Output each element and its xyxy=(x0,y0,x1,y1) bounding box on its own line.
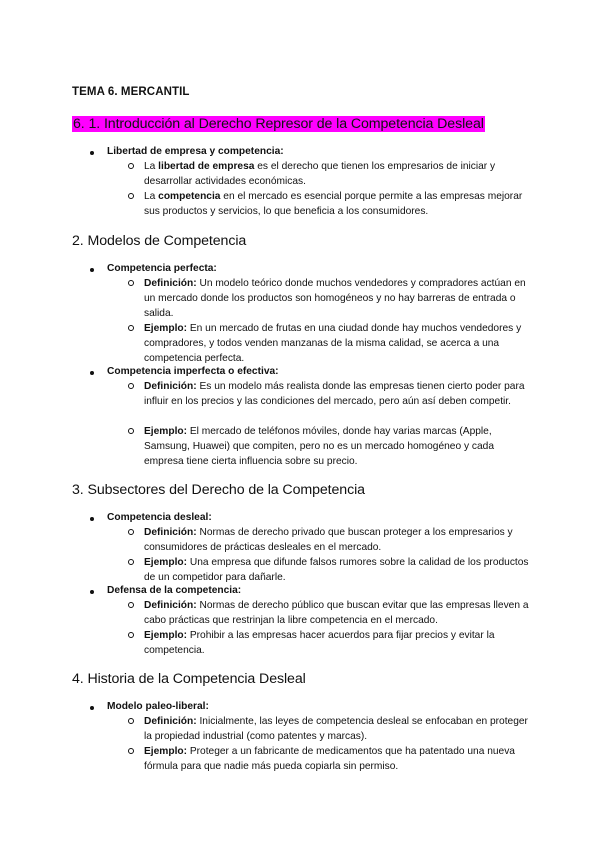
document-title: TEMA 6. MERCANTIL xyxy=(72,86,190,98)
list-item-libertad: Libertad de empresa y competencia: xyxy=(107,146,284,157)
sub-list-item: Ejemplo: Proteger a un fabricante de medicamentos que ha patentado una nueva fórmula para que nadie más pueda copiarla sin permiso. xyxy=(144,744,536,774)
sub-list-item: Definición: Un modelo teórico donde muchos vendedores y compradores actúan en un mercado donde los productos son homogéneos y no hay barreras de entrada o salida. xyxy=(144,276,536,321)
section-heading-modelos: 2. Modelos de Competencia xyxy=(72,233,247,249)
sub-list-item: Definición: Es un modelo más realista donde las empresas tienen cierto poder para influir en los precios y las condiciones del mercado, pero aún así deben competir. xyxy=(144,379,536,409)
sub-list-item: La libertad de empresa es el derecho que tienen los empresarios de iniciar y desarrollar actividades económicas. xyxy=(144,159,536,189)
sub-list-item: Ejemplo: Una empresa que difunde falsos rumores sobre la calidad de los productos de un competidor para dañarle. xyxy=(144,555,536,585)
section-heading-subsectores: 3. Subsectores del Derecho de la Competencia xyxy=(72,482,365,498)
sub-list-item: Ejemplo: El mercado de teléfonos móviles, donde hay varias marcas (Apple, Samsung, Huawei) que compiten, pero no es un mercado homogéneo y cada empresa tiene cierta influencia sobre su precio. xyxy=(144,424,536,469)
section-heading-intro: 6. 1. Introducción al Derecho Represor de la Competencia Desleal xyxy=(73,116,484,132)
sub-list-item: Definición: Inicialmente, las leyes de competencia desleal se enfocaban en proteger la propiedad industrial (como patentes y marcas). xyxy=(144,714,536,744)
list-item-competencia-desleal: Competencia desleal: xyxy=(107,512,212,523)
list-item-competencia-perfecta: Competencia perfecta: xyxy=(107,263,217,274)
sub-list-item: Definición: Normas de derecho público que buscan evitar que las empresas lleven a cabo prácticas que restrinjan la libre competencia en el mercado. xyxy=(144,598,536,628)
sub-list-item: Definición: Normas de derecho privado que buscan proteger a los empresarios y consumidores de prácticas desleales en el mercado. xyxy=(144,525,536,555)
sub-list-item: La competencia en el mercado es esencial porque permite a las empresas mejorar sus productos y servicios, lo que beneficia a los consumidores. xyxy=(144,189,536,219)
sub-list-item: Ejemplo: Prohibir a las empresas hacer acuerdos para fijar precios y evitar la competencia. xyxy=(144,628,536,658)
sub-list-item: Ejemplo: En un mercado de frutas en una ciudad donde hay muchos vendedores y compradores, y todos venden manzanas de la misma calidad, se acerca a una competencia perfecta. xyxy=(144,321,536,366)
list-item-modelo-paleo-liberal: Modelo paleo-liberal: xyxy=(107,701,209,712)
list-item-defensa-competencia: Defensa de la competencia: xyxy=(107,585,242,596)
list-item-competencia-imperfecta: Competencia imperfecta o efectiva: xyxy=(107,366,279,377)
section-heading-historia: 4. Historia de la Competencia Desleal xyxy=(72,671,306,687)
